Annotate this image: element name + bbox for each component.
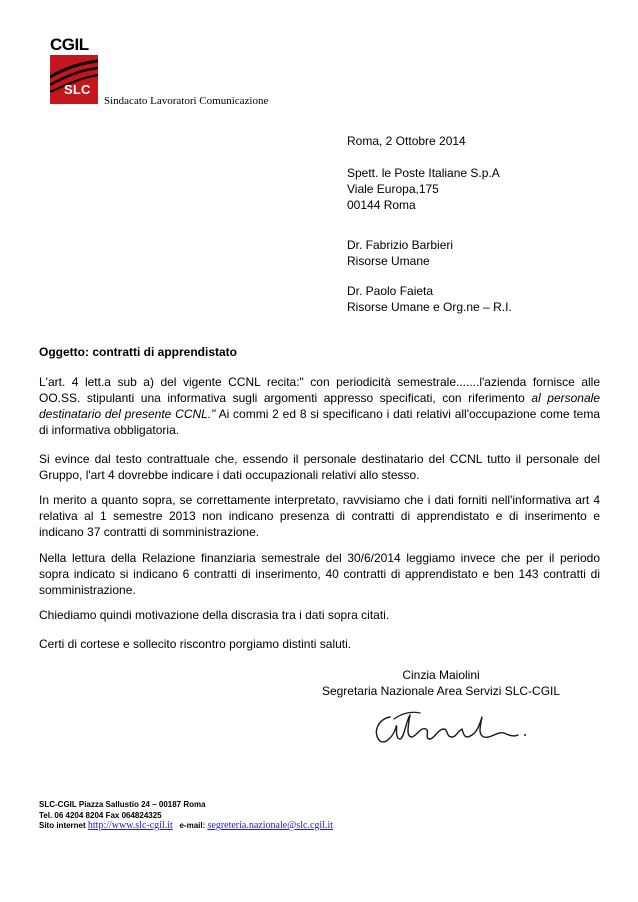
handwritten-signature — [368, 705, 528, 753]
paragraph-2-text: Si evince dal testo contrattuale che, essendo il personale destinatario del CCNL tutto il personale del Gruppo, l'art 4 dovrebbe indicare i dati occupazionali relativi allo stesso. — [39, 452, 600, 482]
footer-site-label: Sito internet — [39, 821, 88, 830]
footer-email-label: e-mail: — [172, 821, 208, 830]
logo-slc-text: SLC — [64, 82, 91, 97]
paragraph-4-text: Nella lettura della Relazione finanziaria semestrale del 30/6/2014 leggiamo invece che per il periodo sopra indicato si indicano 6 contratti di inserimento, 40 contratti di apprendistato e ben 143 contratti di somministrazione. — [39, 551, 600, 597]
paragraph-4 — [39, 550, 600, 598]
signer-block — [310, 667, 572, 699]
cc1-role: Risorse Umane — [347, 254, 430, 268]
paragraph-1-text-b: Ai commi 2 ed 8 si specificano i dati relativi all'occupazione come tema di informativa obbligatoria. — [39, 407, 600, 437]
cc-recipient-1 — [347, 237, 453, 269]
signer-name: Cinzia Maiolini — [402, 668, 480, 682]
paragraph-5 — [39, 607, 600, 623]
org-tagline: Sindacato Lavoratori Comunicazione — [104, 95, 269, 107]
paragraph-2 — [39, 451, 600, 483]
cc-recipient-2 — [347, 283, 512, 315]
paragraph-1-italic: al personale destinatario del presente CCNL." — [39, 391, 600, 421]
paragraph-1-text-a: L'art. 4 lett.a sub a) del vigente CCNL recita:" con periodicità semestrale.......l'azienda fornisce alle OO.SS. stipulanti una informativa sugli argomenti appresso specificati, con riferimento — [39, 375, 600, 405]
letter-footer — [39, 800, 333, 832]
letter-date: Roma, 2 Ottobre 2014 — [347, 134, 466, 148]
cc2-role: Risorse Umane e Org.ne – R.I. — [347, 300, 512, 314]
recipient-line: Spett. le Poste Italiane S.p.A — [347, 166, 500, 180]
recipient-address — [347, 165, 500, 213]
paragraph-3-text: In merito a quanto sopra, se correttamente interpretato, ravvisiamo che i dati forniti nell'informativa art 4 relativa al 1 semestre 2013 non indicano presenza di contratti di apprendistato e di inserimento e indicano 37 contratti di somministrazione. — [39, 493, 600, 539]
recipient-line: Viale Europa,175 — [347, 182, 439, 196]
logo-cgil-text: CGIL — [50, 35, 89, 54]
footer-links — [39, 821, 333, 832]
paragraph-5-text: Chiediamo quindi motivazione della discrasia tra i dati sopra citati. — [39, 608, 390, 622]
signer-title: Segretaria Nazionale Area Servizi SLC-CGIL — [321, 684, 561, 698]
recipient-line: 00144 Roma — [347, 198, 416, 212]
footer-phone: Tel. 06 4204 8204 Fax 064824325 — [39, 810, 162, 820]
logo-red-block — [50, 55, 98, 104]
footer-address: SLC-CGIL Piazza Sallustio 24 – 00187 Roma — [39, 800, 206, 809]
paragraph-6 — [39, 636, 600, 652]
paragraph-1 — [39, 374, 600, 438]
paragraph-3 — [39, 492, 600, 540]
cc1-name: Dr. Fabrizio Barbieri — [347, 238, 454, 252]
website-link[interactable]: http://www.slc-cgil.it — [87, 820, 173, 831]
cc2-name: Dr. Paolo Faieta — [347, 284, 434, 298]
cgil-slc-logo — [50, 36, 100, 106]
email-link[interactable]: segreteria.nazionale@slc.cgil.it — [207, 820, 334, 831]
paragraph-6-text: Certi di cortese e sollecito riscontro porgiamo distinti saluti. — [39, 637, 352, 651]
letter-subject: Oggetto: contratti di apprendistato — [39, 345, 237, 359]
